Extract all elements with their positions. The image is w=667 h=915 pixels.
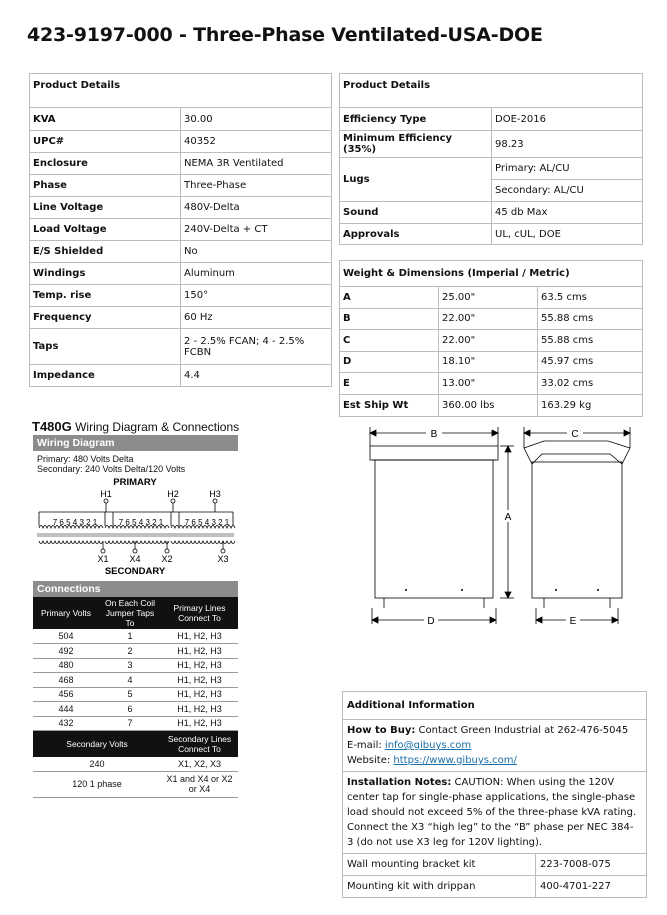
row-label: Frequency [30, 307, 181, 329]
row-value: No [181, 241, 332, 263]
additional-info-table [342, 691, 647, 898]
dim-imperial: 22.00" [439, 308, 538, 330]
primary-volts-cell: 504 [33, 629, 99, 644]
col-jumper-taps: On Each Coil Jumper Taps To [99, 597, 161, 629]
wiring-diagram [33, 474, 238, 578]
table-row [30, 197, 332, 219]
table-row [30, 365, 332, 387]
row-value: Three-Phase [181, 175, 332, 197]
row-label: E/S Shielded [30, 241, 181, 263]
accessory-part: 400-4701-227 [536, 876, 647, 898]
table-row [33, 658, 238, 673]
primary-volts-cell: 468 [33, 673, 99, 688]
dim-imperial: 22.00" [439, 330, 538, 352]
dim-label-a: A [504, 512, 512, 523]
installation-notes-cell [343, 772, 647, 854]
primary-lines-cell: H1, H2, H3 [161, 687, 238, 702]
primary-volts-cell: 432 [33, 716, 99, 731]
dim-metric: 33.02 cms [538, 373, 643, 395]
row-label: Line Voltage [30, 197, 181, 219]
email-label: E-mail: [347, 740, 382, 751]
additional-info-header: Additional Information [343, 692, 647, 720]
table-row [30, 307, 332, 329]
table-row [30, 108, 332, 131]
secondary-label: SECONDARY [104, 566, 166, 577]
tap-numbers-1: 7 6 5 4 3 2 1 [52, 518, 98, 527]
primary-label: PRIMARY [113, 477, 157, 488]
dim-label-d: D [427, 616, 435, 627]
primary-lines-cell: H1, H2, H3 [161, 658, 238, 673]
dim-metric: 63.5 cms [538, 287, 643, 309]
jumper-tap-cell: 2 [99, 644, 161, 659]
jumper-tap-cell: 6 [99, 702, 161, 717]
secondary-volts-cell: 120 1 phase [33, 771, 161, 797]
table-header: Weight & Dimensions (Imperial / Metric) [340, 261, 643, 287]
secondary-volts-cell: 240 [33, 757, 161, 772]
lugs-label: Lugs [340, 158, 492, 202]
efficiency-type-value: DOE-2016 [492, 108, 643, 131]
dim-label: D [340, 351, 439, 373]
row-value: Aluminum [181, 263, 332, 285]
secondary-voltage-text: Secondary: 240 Volts Delta/120 Volts [37, 464, 186, 474]
row-label: Temp. rise [30, 285, 181, 307]
dim-label: A [340, 287, 439, 309]
secondary-lines-cell: X1, X2, X3 [161, 757, 238, 772]
dim-label-e: E [569, 616, 577, 627]
min-efficiency-value: 98.23 [492, 131, 643, 158]
product-details-right [339, 73, 643, 245]
wiring-diagram-bar: Wiring Diagram [33, 435, 238, 451]
row-label: Windings [30, 263, 181, 285]
terminal-x2: X2 [161, 554, 173, 564]
connections-table [33, 597, 238, 798]
row-value: 30.00 [181, 108, 332, 131]
sound-label: Sound [340, 202, 492, 224]
col-secondary-lines: Secondary Lines Connect To [161, 731, 238, 757]
dim-metric: 45.97 cms [538, 351, 643, 373]
col-secondary-volts: Secondary Volts [33, 731, 161, 757]
row-value: 4.4 [181, 365, 332, 387]
page-title: 423-9197-000 - Three-Phase Ventilated-USA-DOE [27, 24, 543, 46]
dim-label-b: B [430, 429, 438, 440]
primary-lines-cell: H1, H2, H3 [161, 644, 238, 659]
jumper-tap-cell: 5 [99, 687, 161, 702]
jumper-tap-cell: 4 [99, 673, 161, 688]
dim-label-c: C [571, 429, 579, 440]
terminal-h2: H2 [167, 489, 179, 499]
table-row [30, 131, 332, 153]
dim-label: B [340, 308, 439, 330]
primary-lines-cell: H1, H2, H3 [161, 673, 238, 688]
table-row [340, 373, 643, 395]
product-details-left [29, 73, 332, 387]
how-to-buy-label: How to Buy: [347, 725, 416, 736]
dim-imperial: 360.00 lbs [439, 394, 538, 416]
table-row [30, 241, 332, 263]
secondary-lines-cell: X1 and X4 or X2 or X4 [161, 771, 238, 797]
website-label: Website: [347, 755, 391, 766]
dim-label: C [340, 330, 439, 352]
wiring-title-text: Wiring Diagram & Connections [75, 420, 240, 434]
dim-imperial: 18.10" [439, 351, 538, 373]
row-value: 150° [181, 285, 332, 307]
primary-lines-cell: H1, H2, H3 [161, 702, 238, 717]
table-row [30, 285, 332, 307]
dimension-drawing [360, 422, 645, 632]
row-label: Impedance [30, 365, 181, 387]
tap-numbers-2: 7 6 5 4 3 2 1 [118, 518, 164, 527]
table-row [30, 263, 332, 285]
table-row [33, 702, 238, 717]
installation-notes-label: Installation Notes: [347, 777, 452, 788]
dim-label: Est Ship Wt [340, 394, 439, 416]
row-value: 240V-Delta + CT [181, 219, 332, 241]
dim-metric: 163.29 kg [538, 394, 643, 416]
website-link[interactable]: https://www.gibuys.com/ [393, 755, 517, 766]
table-row [30, 153, 332, 175]
terminal-x3: X3 [217, 554, 229, 564]
model-number: T480G [32, 419, 72, 434]
dim-imperial: 13.00" [439, 373, 538, 395]
jumper-tap-cell: 3 [99, 658, 161, 673]
primary-volts-cell: 444 [33, 702, 99, 717]
row-label: Load Voltage [30, 219, 181, 241]
table-row [33, 716, 238, 731]
terminal-h1: H1 [100, 489, 112, 499]
approvals-label: Approvals [340, 224, 492, 245]
table-row [340, 308, 643, 330]
primary-volts-cell: 480 [33, 658, 99, 673]
accessory-name: Wall mounting bracket kit [343, 854, 536, 876]
primary-lines-cell: H1, H2, H3 [161, 716, 238, 731]
wiring-section-title [32, 419, 239, 434]
primary-voltage-text: Primary: 480 Volts Delta [37, 454, 134, 464]
table-row [33, 687, 238, 702]
table-row [30, 175, 332, 197]
how-to-buy-text: Contact Green Industrial at 262-476-5045 [418, 725, 629, 736]
row-label: UPC# [30, 131, 181, 153]
jumper-tap-cell: 7 [99, 716, 161, 731]
table-header: Product Details [30, 74, 332, 108]
row-label: Enclosure [30, 153, 181, 175]
lugs-secondary-value: Secondary: AL/CU [492, 180, 643, 202]
row-value: 480V-Delta [181, 197, 332, 219]
row-label: Phase [30, 175, 181, 197]
email-link[interactable]: info@gibuys.com [384, 740, 472, 751]
row-value: NEMA 3R Ventilated [181, 153, 332, 175]
row-label: KVA [30, 108, 181, 131]
table-row [340, 394, 643, 416]
table-row [30, 219, 332, 241]
installation-notes-text: CAUTION: When using the 120V center tap for single-phase applications, the single-phase load should not exceed 5% of the three-phase kVA rating. Connect the X3 “high leg” to the “B” phase per NEC 384- 3 (do not use X3 leg for 120V lighting). [347, 777, 637, 848]
dimensions-table [339, 260, 643, 417]
table-row [33, 629, 238, 644]
lugs-primary-value: Primary: AL/CU [492, 158, 643, 180]
table-row [30, 329, 332, 365]
dim-metric: 55.88 cms [538, 308, 643, 330]
accessory-part: 223-7008-075 [536, 854, 647, 876]
col-primary-volts: Primary Volts [33, 597, 99, 629]
connections-bar: Connections [33, 581, 238, 597]
approvals-value: UL, cUL, DOE [492, 224, 643, 245]
table-row [340, 330, 643, 352]
primary-lines-cell: H1, H2, H3 [161, 629, 238, 644]
row-label: Taps [30, 329, 181, 365]
min-efficiency-label: Minimum Efficiency (35%) [340, 131, 492, 158]
jumper-tap-cell: 1 [99, 629, 161, 644]
row-value: 40352 [181, 131, 332, 153]
row-value: 2 - 2.5% FCAN; 4 - 2.5% FCBN [181, 329, 332, 365]
dim-imperial: 25.00" [439, 287, 538, 309]
terminal-x1: X1 [97, 554, 109, 564]
row-value: 60 Hz [181, 307, 332, 329]
dim-metric: 55.88 cms [538, 330, 643, 352]
table-header: Product Details [340, 74, 643, 108]
terminal-h3: H3 [209, 489, 221, 499]
dim-label: E [340, 373, 439, 395]
primary-volts-cell: 456 [33, 687, 99, 702]
table-row [33, 644, 238, 659]
primary-volts-cell: 492 [33, 644, 99, 659]
sound-value: 45 db Max [492, 202, 643, 224]
tap-numbers-3: 7 6 5 4 3 2 1 [184, 518, 230, 527]
table-row [340, 287, 643, 309]
col-primary-lines: Primary Lines Connect To [161, 597, 238, 629]
efficiency-type-label: Efficiency Type [340, 108, 492, 131]
how-to-buy-cell [343, 720, 647, 772]
table-row [340, 351, 643, 373]
table-row [33, 673, 238, 688]
terminal-x4: X4 [129, 554, 141, 564]
accessory-name: Mounting kit with drippan [343, 876, 536, 898]
